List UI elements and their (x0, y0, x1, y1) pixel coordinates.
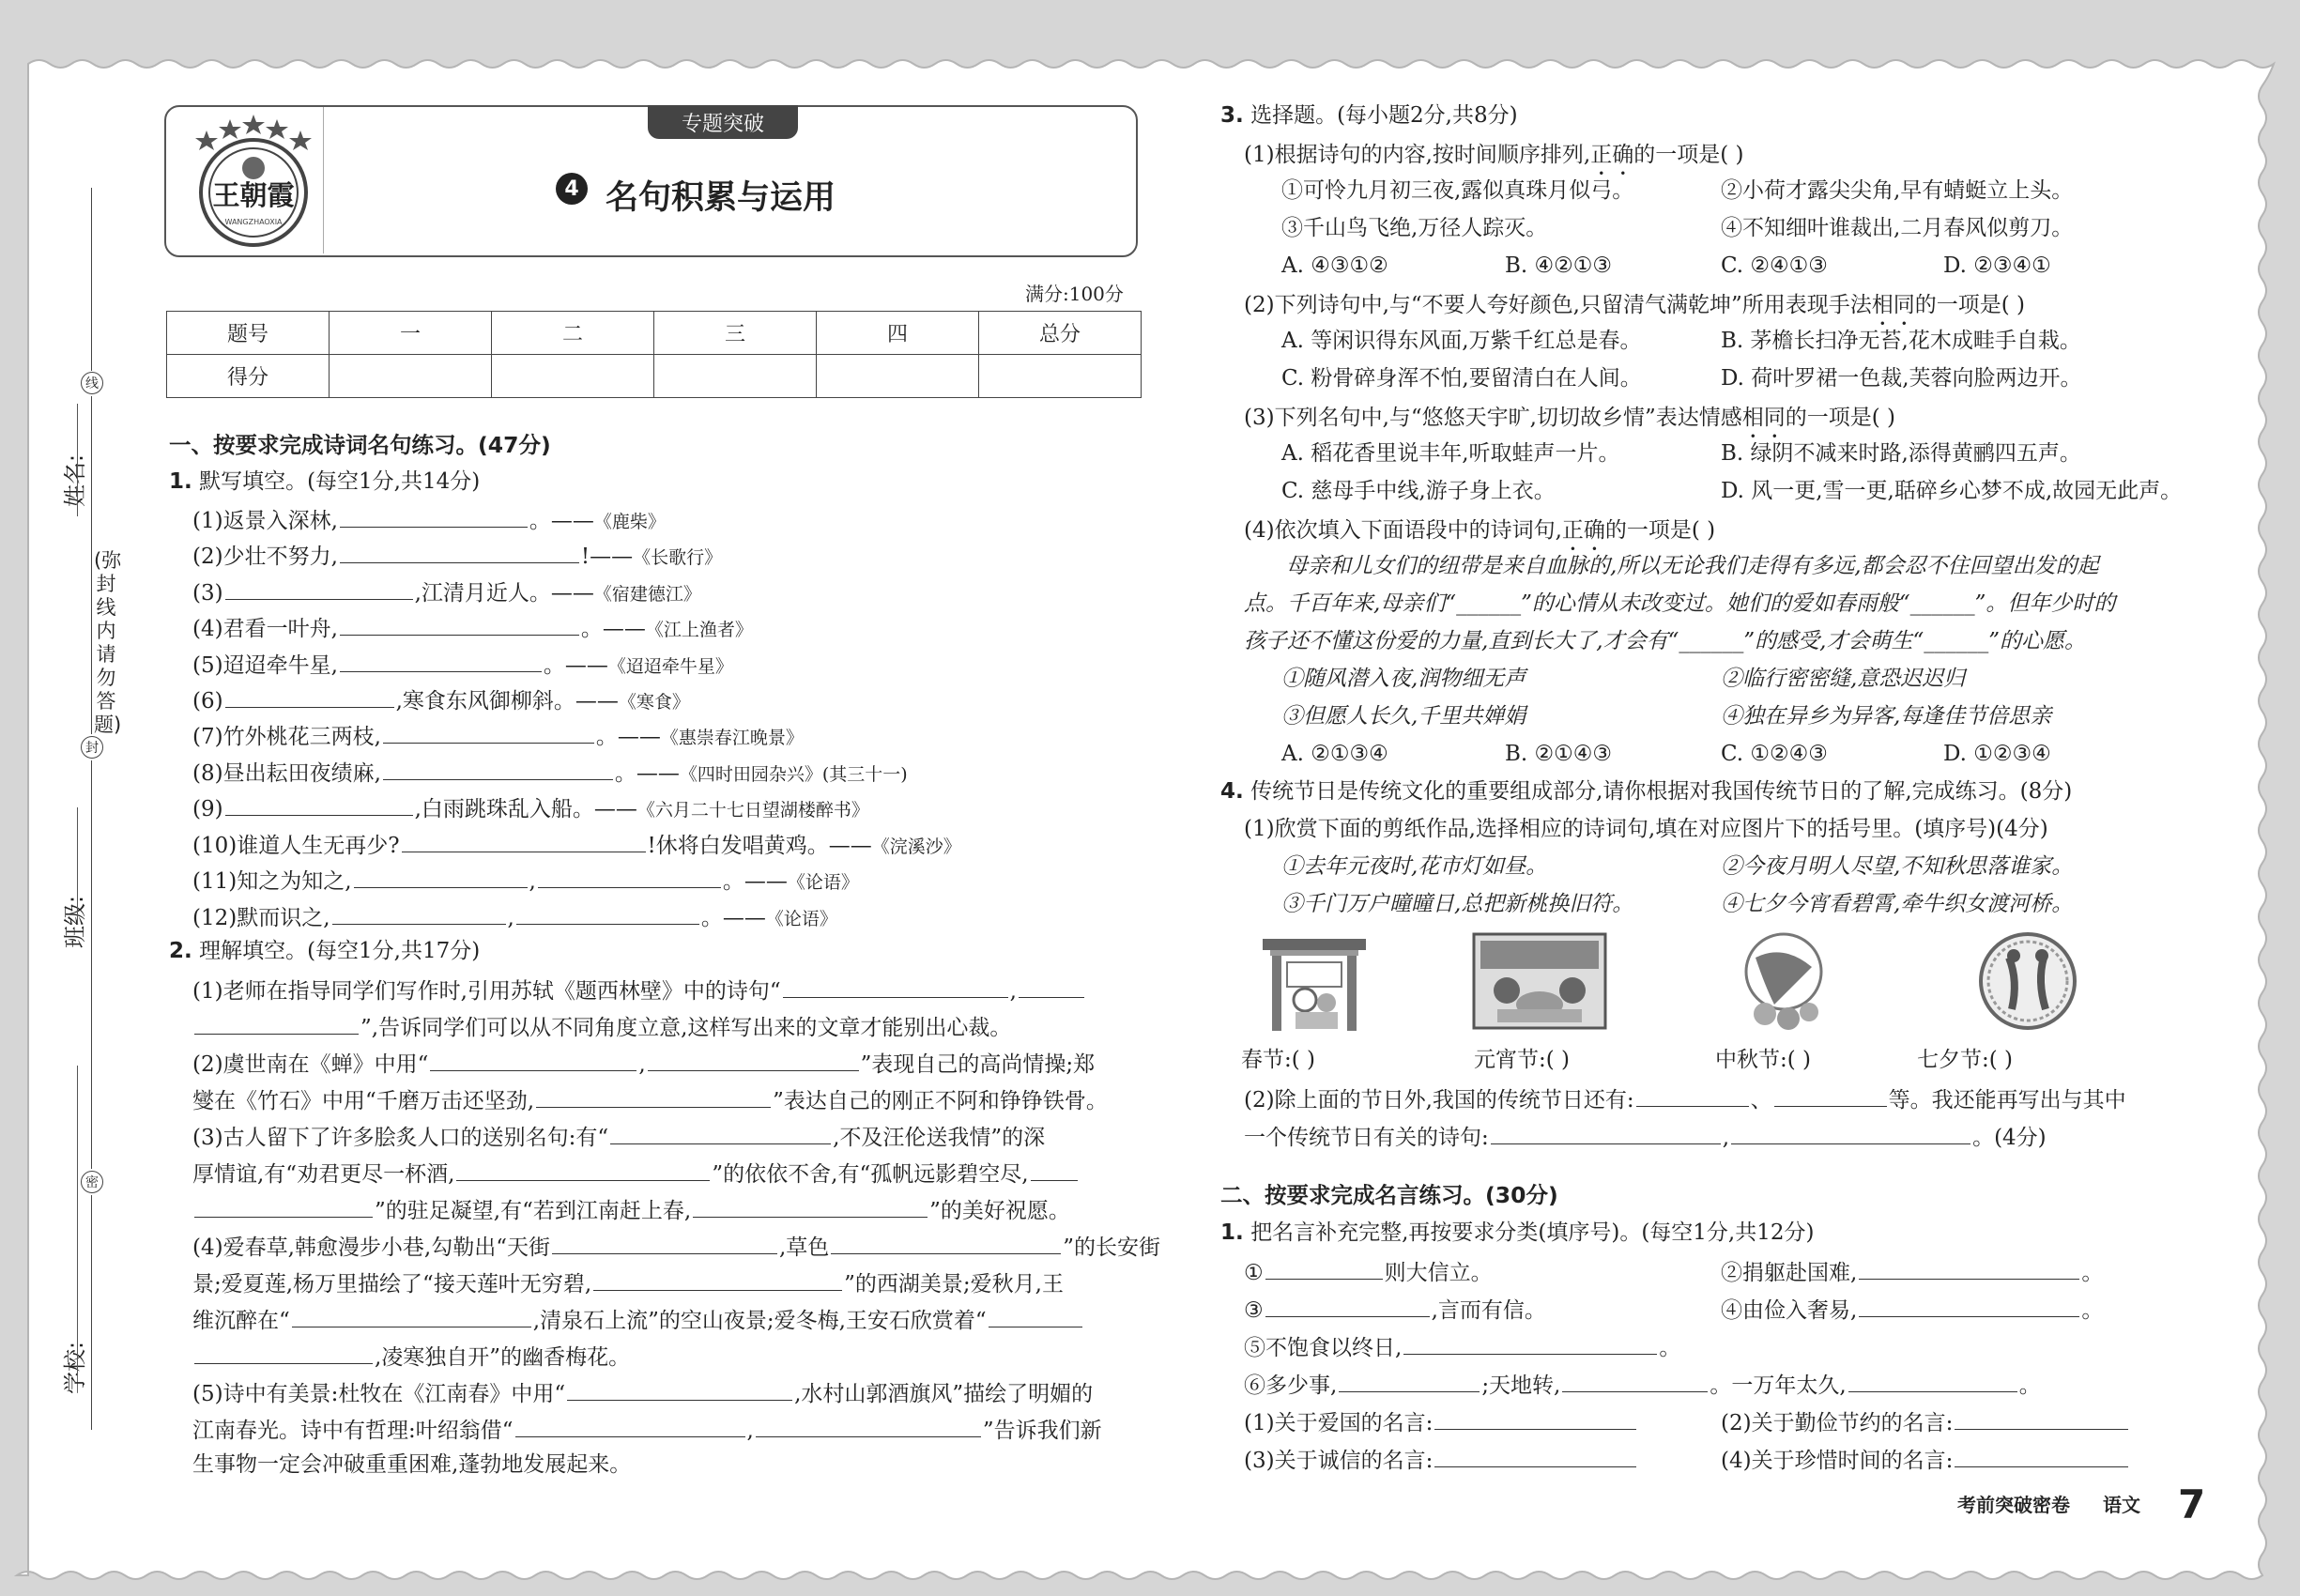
answer-blank[interactable] (783, 978, 1008, 998)
answer-choice[interactable]: C. ②④①③ (1721, 253, 1828, 278)
answer-choice[interactable]: B. ④②①③ (1505, 253, 1613, 278)
q1-item: (10)谁道人生无再少? !休将白发唱黄鸡。——《浣溪沙》 (192, 833, 961, 858)
q4-heading: 4. 传统节日是传统文化的重要组成部分,请你根据对我国传统节日的了解,完成练习。(8分) (1220, 779, 2073, 804)
answer-blank[interactable] (1434, 1410, 1636, 1430)
papercut-lantern-festival (1469, 929, 1610, 1033)
answer-blank[interactable] (194, 1344, 373, 1364)
answer-blank[interactable] (430, 1051, 636, 1071)
option: ①去年元夜时,花市灯如昼。 (1281, 854, 1548, 879)
answer-blank[interactable] (1434, 1448, 1636, 1467)
option[interactable]: C. 慈母手中线,游子身上衣。 (1281, 479, 1556, 503)
school-field[interactable] (77, 1066, 78, 1375)
score-input[interactable] (492, 355, 654, 398)
footer-subject: 语文 (2103, 1494, 2140, 1516)
school-label: 学校: (62, 1341, 88, 1394)
answer-blank[interactable] (538, 868, 721, 888)
title-number: 4 (556, 173, 588, 205)
answer-blank[interactable] (515, 1418, 745, 1437)
option[interactable]: B. 绿阴不减来时路,添得黄鹂四五声。 (1721, 441, 2081, 466)
passage-line: 孩子还不懂这份爱的力量,直到长大了,才会有“______”的感受,才会萌生“______”的心愿。 (1244, 629, 2086, 653)
q3-2-stem: (2)下列诗句中,与“不要人夸好颜色,只留清气满乾坤”所用表现手法相同的一项是( ) (1244, 293, 2025, 317)
topic-tag: 专题突破 (648, 105, 798, 139)
answer-choice[interactable]: D. ①②③④ (1943, 742, 2051, 766)
q2-line-10: 维沉醉在“ ,清泉石上流”的空山夜景;爱冬梅,王安石欣赏着“ (192, 1308, 1084, 1332)
q1-item: (6) ,寒食东风御柳斜。——《寒食》 (192, 689, 690, 714)
answer-blank[interactable] (1019, 978, 1084, 998)
q3-heading: 3. 选择题。(每小题2分,共8分) (1220, 103, 1518, 128)
answer-blank[interactable] (340, 616, 579, 636)
option[interactable]: B. 茅檐长扫净无苔,花木成畦手自栽。 (1721, 329, 2081, 353)
maxim-5: ⑤不饱食以终日, 。 (1244, 1336, 1681, 1360)
class-field[interactable] (77, 807, 78, 925)
answer-blank[interactable] (552, 1235, 777, 1254)
q1-item: (1)返景入深林, 。——《鹿柴》 (192, 509, 666, 533)
answer-blank[interactable] (402, 833, 646, 852)
answer-blank[interactable] (989, 1308, 1082, 1327)
option: ④不知细叶谁裁出,二月春风似剪刀。 (1721, 216, 2074, 240)
answer-blank[interactable] (1955, 1410, 2128, 1430)
answer-blank[interactable] (340, 544, 579, 563)
answer-blank[interactable] (693, 1198, 928, 1218)
mid-autumn-answer[interactable]: 中秋节:( ) (1715, 1048, 1812, 1072)
answer-blank[interactable] (225, 796, 413, 816)
q3-1-stem: (1)根据诗句的内容,按时间顺序排列,正确的一项是( ) (1244, 143, 1744, 167)
maxim-4: ④由俭入奢易, 。 (1721, 1298, 2104, 1323)
option[interactable]: D. 风一更,雪一更,聒碎乡心梦不成,故园无此声。 (1721, 479, 2183, 503)
brand-logo (183, 110, 324, 251)
answer-blank[interactable] (1848, 1373, 2017, 1392)
answer-blank[interactable] (831, 1235, 1061, 1254)
score-input[interactable] (817, 355, 979, 398)
seal-mark-seal: 封 (81, 736, 103, 759)
q1-item: (3) ,江清月近人。——《宿建德江》 (192, 580, 701, 606)
q1-item: (8)昼出耘田夜绩麻, 。——《四时田园杂兴》(其三十一) (192, 760, 908, 786)
score-table (166, 311, 1142, 398)
seal-notice: (弥封线内请勿答题) (94, 549, 122, 736)
score-input[interactable] (330, 355, 492, 398)
option: ④七夕今宵看碧霄,牵牛织女渡河桥。 (1721, 892, 2074, 916)
cell: 得分 (167, 355, 330, 398)
header-divider (323, 107, 324, 253)
q2-line-4: 燮在《竹石》中用“千磨万击还坚劲, ”表达自己的刚正不阿和铮铮铁骨。 (192, 1089, 1108, 1113)
class-label: 班级: (62, 895, 88, 948)
q1-item: (4)君看一叶舟, 。——《江上渔者》 (192, 617, 753, 642)
category-time: (4)关于珍惜时间的名言: (1721, 1448, 2130, 1472)
answer-blank[interactable] (354, 868, 528, 888)
answer-blank[interactable] (340, 508, 528, 528)
answer-choice[interactable]: C. ①②④③ (1721, 742, 1828, 766)
answer-blank[interactable] (1859, 1260, 2079, 1280)
answer-blank[interactable] (1403, 1335, 1657, 1355)
option: ①随风潜入夜,润物细无声 (1281, 667, 1526, 691)
s2-q1-heading: 1. 把名言补充完整,再按要求分类(填序号)。(每空1分,共12分) (1220, 1220, 1815, 1245)
spring-festival-answer[interactable]: 春节:( ) (1241, 1048, 1316, 1072)
option: ③千门万户曈曈日,总把新桃换旧符。 (1281, 892, 1634, 916)
answer-blank[interactable] (1774, 1087, 1887, 1107)
answer-blank[interactable] (225, 580, 413, 600)
answer-blank[interactable] (1731, 1125, 1970, 1144)
score-input[interactable] (979, 355, 1142, 398)
option: ④独在异乡为异客,每逢佳节倍思亲 (1721, 704, 2052, 729)
answer-choice[interactable]: D. ②③④① (1943, 253, 2051, 278)
section-1-heading: 一、按要求完成诗词名句练习。(47分) (169, 432, 551, 458)
name-field[interactable] (77, 404, 78, 516)
seal-mark-secret: 密 (81, 1171, 103, 1193)
option: ②临行密密缝,意恐迟迟归 (1721, 667, 1966, 691)
answer-blank[interactable] (194, 1015, 359, 1035)
option: ③千山鸟飞绝,万径人踪灭。 (1281, 216, 1548, 240)
answer-choice[interactable]: A. ②①③④ (1281, 742, 1388, 766)
option[interactable]: C. 粉骨碎身浑不怕,要留清白在人间。 (1281, 366, 1642, 391)
option: ②小荷才露尖尖角,早有蜻蜓立上头。 (1721, 178, 2074, 203)
q1-item-11: (11)知之为知之, , 。——《论语》 (192, 869, 859, 894)
answer-blank[interactable] (1339, 1373, 1480, 1392)
q1-item: (7)竹外桃花三两枝, 。——《惠崇春江晚景》 (192, 725, 804, 750)
bind-line-2 (91, 396, 92, 734)
section-2-heading: 二、按要求完成名言练习。(30分) (1220, 1182, 1558, 1208)
q4-2-line-1: (2)除上面的节日外,我国的传统节日还有: 、 等。我还能再写出与其中 (1244, 1088, 2126, 1113)
category-patriotism: (1)关于爱国的名言: (1244, 1410, 1638, 1435)
cell: 三 (654, 312, 817, 355)
answer-blank[interactable] (756, 1418, 981, 1437)
q4-2-line-2: 一个传统节日有关的诗句: , 。(4分) (1244, 1126, 2047, 1150)
q2-line-6: 厚情谊,有“劝君更尽一杯酒, ”的依依不舍,有“孤帆远影碧空尽, (192, 1161, 1080, 1186)
cell: 题号 (167, 312, 330, 355)
answer-blank[interactable] (536, 1088, 771, 1108)
cell: 一 (330, 312, 492, 355)
svg-text:王朝霞: 王朝霞 (212, 179, 295, 211)
papercut-spring-festival (1253, 929, 1375, 1033)
option: ②今夜月明人尽望,不知秋思落谁家。 (1721, 854, 2074, 879)
category-thrift: (2)关于勤俭节约的名言: (1721, 1410, 2130, 1435)
cell: 四 (817, 312, 979, 355)
answer-blank[interactable] (516, 905, 699, 925)
page-title: 名句积累与运用 (606, 179, 836, 217)
bind-line-4 (91, 1195, 92, 1430)
answer-choice[interactable]: B. ②①④③ (1505, 742, 1613, 766)
q3-4-stem: (4)依次填入下面语段中的诗词句,正确的一项是( ) (1244, 518, 1716, 543)
bind-line-1 (91, 188, 92, 371)
q1-heading: 1. 默写填空。(每空1分,共14分) (169, 469, 481, 494)
maxim-1: ① 则大信立。 (1244, 1261, 1493, 1285)
q2-line-11: ,凌寒独自开”的幽香梅花。 (192, 1344, 630, 1369)
passage-line: 母亲和儿女们的纽带是来自血脉的,所以无论我们走得有多远,都会忍不住回望出发的起 (1286, 554, 2099, 578)
answer-blank[interactable] (1031, 1161, 1078, 1181)
option[interactable]: A. 等闲识得东风面,万紫千红总是春。 (1281, 329, 1642, 353)
answer-blank[interactable] (648, 1051, 859, 1071)
q2-line-8: (4)爱春草,韩愈漫步小巷,勾勒出“天街 ,草色 ”的长安街 (192, 1235, 1161, 1260)
q2-line-12: (5)诗中有美景:杜牧在《江南春》中用“ ,水村山郭酒旗风”描绘了明媚的 (192, 1382, 1094, 1406)
page-number: 7 (2178, 1481, 2206, 1527)
q2-line-3: (2)虞世南在《蝉》中用“ , ”表现自己的高尚情操;郑 (192, 1052, 1096, 1077)
footer-book: 考前突破密卷 (1957, 1494, 2070, 1516)
option: ①可怜九月初三夜,露似真珠月似弓。 (1281, 178, 1634, 203)
score-row-values (167, 355, 1142, 398)
option[interactable]: D. 荷叶罗裙一色裁,芙蓉向脸两边开。 (1721, 366, 2082, 391)
q1-item: (5)迢迢牵牛星, 。——《迢迢牵牛星》 (192, 652, 733, 678)
answer-blank[interactable] (383, 724, 594, 744)
q2-line-7: ”的驻足凝望,有“若到江南赶上春, ”的美好祝愿。 (192, 1198, 1070, 1222)
answer-blank[interactable] (610, 1125, 831, 1144)
q3-3-stem: (3)下列名句中,与“悠悠天宇旷,切切故乡情”表达情感相同的一项是( ) (1244, 406, 1895, 430)
answer-blank[interactable] (1859, 1297, 2079, 1317)
q2-line-9: 景;爱夏莲,杨万里描绘了“接天莲叶无穷碧, ”的西湖美景;爱秋月,王 (192, 1272, 1064, 1297)
seal-mark-line: 线 (81, 372, 103, 394)
q2-line-2: ”,告诉同学们可以从不同角度立意,这样写出来的文章才能别出心裁。 (192, 1015, 1011, 1039)
maxim-2: ②捐躯赴国难, 。 (1721, 1261, 2104, 1285)
answer-blank[interactable] (225, 688, 394, 708)
option: ③但愿人长久,千里共婵娟 (1281, 704, 1526, 729)
answer-blank[interactable] (1265, 1297, 1430, 1317)
svg-text:WANGZHAOXIA: WANGZHAOXIA (224, 218, 283, 226)
answer-blank[interactable] (593, 1271, 842, 1291)
answer-blank[interactable] (1636, 1087, 1749, 1107)
q4-1-stem: (1)欣赏下面的剪纸作品,选择相应的诗词句,填在对应图片下的括号里。(填序号)(4分) (1244, 817, 2048, 841)
name-label: 姓名: (62, 453, 88, 507)
cell: 总分 (979, 312, 1142, 355)
maxim-6: ⑥多少事, ;天地转, 。一万年太久, 。 (1244, 1373, 2041, 1398)
lantern-festival-answer[interactable]: 元宵节:( ) (1474, 1048, 1571, 1072)
answer-blank[interactable] (383, 760, 613, 780)
bind-line-3 (91, 760, 92, 1169)
answer-blank[interactable] (1562, 1373, 1708, 1392)
q2-line-1: (1)老师在指导同学们写作时,引用苏轼《题西林壁》中的诗句“ , (192, 978, 1086, 1003)
answer-blank[interactable] (340, 652, 542, 672)
maxim-3: ③ ,言而有信。 (1244, 1298, 1546, 1323)
answer-choice[interactable]: A. ④③①② (1281, 253, 1388, 278)
q2-heading: 2. 理解填空。(每空1分,共17分) (169, 939, 481, 963)
q2-line-14: 生事物一定会冲破重重困难,蓬勃地发展起来。 (192, 1452, 632, 1477)
cell: 二 (492, 312, 654, 355)
q1-item: (9) ,白雨跳珠乱入船。——《六月二十七日望湖楼醉书》 (192, 797, 869, 822)
score-row-header (167, 312, 1142, 355)
full-score: 满分:100分 (1025, 283, 1124, 305)
option[interactable]: A. 稻花香里说丰年,听取蛙声一片。 (1281, 441, 1620, 466)
answer-blank[interactable] (292, 1308, 531, 1327)
answer-blank[interactable] (1491, 1125, 1721, 1144)
score-input[interactable] (654, 355, 817, 398)
answer-blank[interactable] (332, 905, 506, 925)
answer-blank[interactable] (1265, 1260, 1383, 1280)
papercut-qixi (1967, 929, 2089, 1033)
passage-line: 点。千百年来,母亲们“______”的心情从未改变过。她们的爱如春雨般“______”。但年少时的 (1244, 591, 2116, 616)
q1-item: (2)少壮不努力, !——《长歌行》 (192, 545, 723, 570)
category-honesty: (3)关于诚信的名言: (1244, 1448, 1638, 1472)
answer-blank[interactable] (1955, 1448, 2128, 1467)
q2-line-5: (3)古人留下了许多脍炙人口的送别名句:有“ ,不及汪伦送我情”的深 (192, 1126, 1046, 1150)
papercut-mid-autumn (1723, 929, 1845, 1033)
answer-blank[interactable] (456, 1161, 710, 1181)
answer-blank[interactable] (567, 1381, 792, 1401)
answer-blank[interactable] (194, 1198, 373, 1218)
qixi-answer[interactable]: 七夕节:( ) (1917, 1048, 2014, 1072)
q2-line-13: 江南春光。诗中有哲理:叶绍翁借“ , ”告诉我们新 (192, 1419, 1102, 1443)
q1-item-12: (12)默而识之, , 。——《论语》 (192, 906, 837, 930)
